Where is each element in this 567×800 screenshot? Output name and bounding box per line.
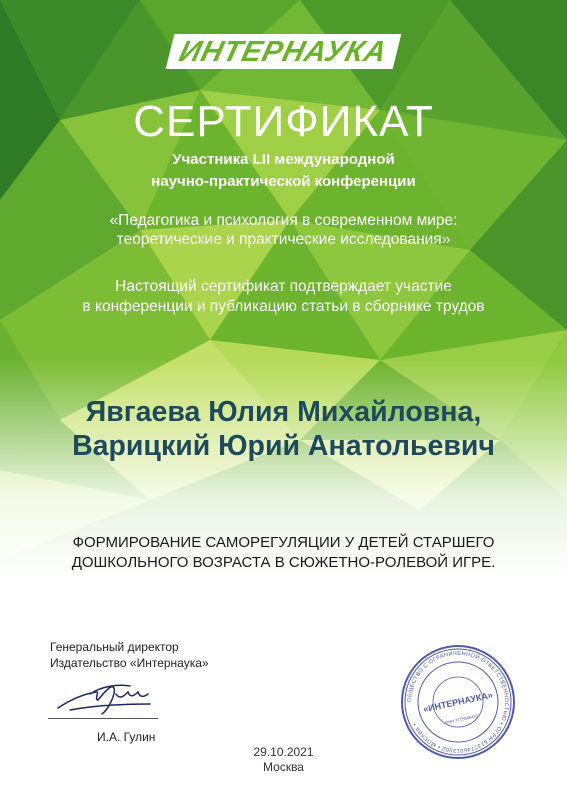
article-title-line-1: ФОРМИРОВАНИЕ САМОРЕГУЛЯЦИИ У ДЕТЕЙ СТАРШЕГО <box>72 534 495 551</box>
director-title: Генеральный директор <box>50 640 179 654</box>
signer-name: И.А. Гулин <box>97 730 156 744</box>
publisher-name: Издательство «Интернаука» <box>50 656 209 670</box>
certificate-title: СЕРТИФИКАТ <box>133 97 434 146</box>
company-stamp <box>399 643 517 761</box>
author-name-1: Явгаева Юлия Михайловна, <box>85 396 482 428</box>
conference-title-line-2: теоретические и практические исследования» <box>116 231 451 248</box>
stamp-center-text: «ИНТЕРНАУКА» <box>422 689 494 715</box>
issue-city: Москва <box>263 760 304 774</box>
brand-logo-text: ИНТЕРНАУКА <box>176 36 391 68</box>
confirmation-line-2: в конференции и публикацию статьи в сборнике трудов <box>82 298 485 315</box>
issue-date: 29.10.2021 <box>253 745 314 759</box>
article-title-line-2: ДОШКОЛЬНОГО ВОЗРАСТА В СЮЖЕТНО-РОЛЕВОЙ ИГРЕ. <box>71 554 496 571</box>
signature-line <box>48 718 158 719</box>
conference-title-line-1: «Педагогика и психология в современном мире: <box>109 212 458 229</box>
stamp-inn-text: ИНН 7715966433 <box>444 713 479 726</box>
confirmation-line-1: Настоящий сертификат подтверждает участие <box>115 278 452 295</box>
participant-line-1: Участника LII международной <box>172 151 395 168</box>
stamp-ring-text: ОБЩЕСТВО С ОГРАНИЧЕННОЙ ОТВЕТСТВЕННОСТЬЮ • ОГРН 5137746013002 • МОСКВА • <box>406 650 510 754</box>
author-name-2: Варицкий Юрий Анатольевич <box>72 430 495 462</box>
director-signature <box>50 670 170 720</box>
participant-line-2: научно-практической конференции <box>151 173 416 190</box>
brand-logo <box>0 34 567 69</box>
